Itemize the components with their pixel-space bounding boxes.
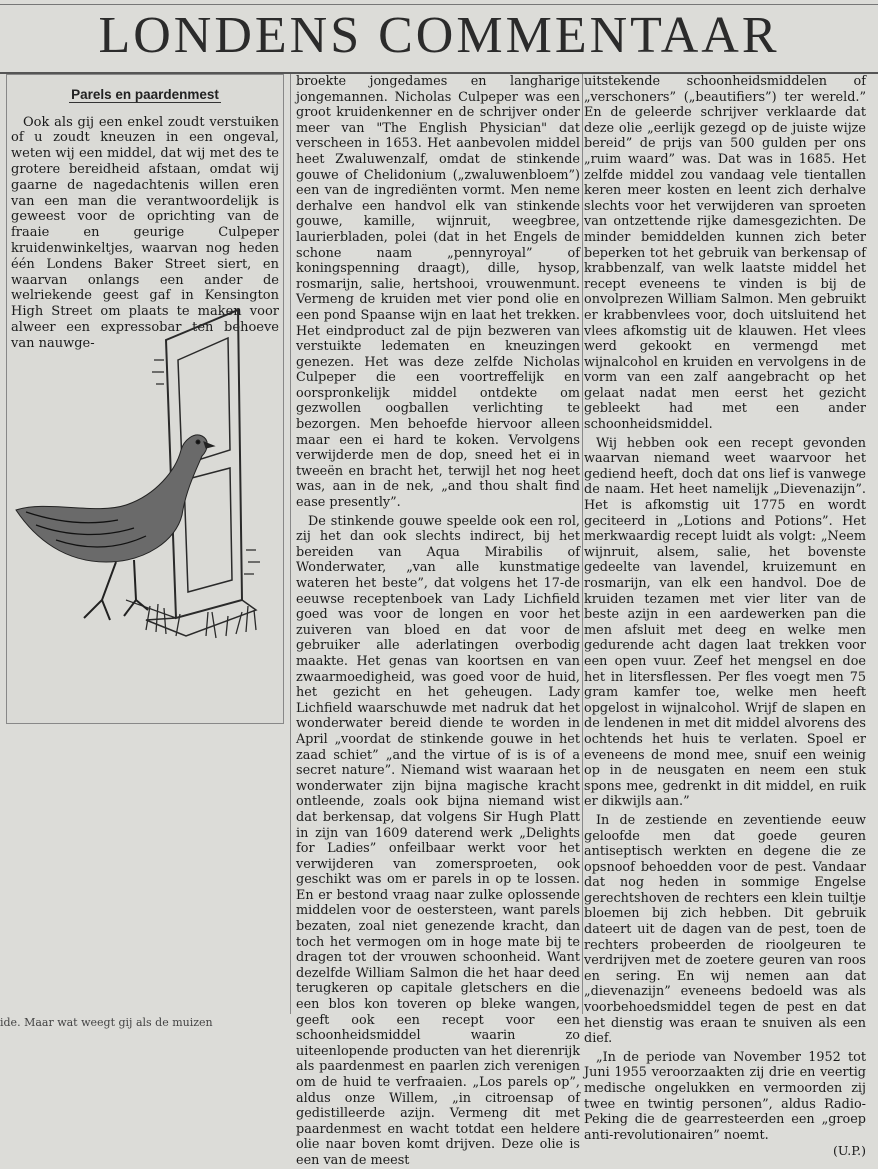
column-rule — [582, 74, 583, 1014]
column-3 — [584, 74, 866, 1159]
paragraph: Wij hebben ook een recept gevonden waarvan niemand weet waarvoor het gediend heeft, doch dat ons lief is vanwege de naam. Het heet namelijk „Dievenazijn”. Het is afkomstig uit 1775 en wordt geciteerd in „Lotions and Potions”. Het merkwaardig recept luidt als volgt: „Neem wijnruit, alsem, salie, het bovenste gedeelte van lavendel, kruizemunt en rosmarijn, van elk een handvol. Doe de kruiden tezamen met vier liter van de beste azijn in een aardewerken pan die men afsluit met deeg en welke men gedurende acht dagen laat trekken voor een open vuur. Zeef het mengsel en doe het in litersflessen. Per fles voegt men 75 gram kamfer toe, welke men heeft opgelost in wijnalcohol. Wrijf de slapen en de lendenen in met dit middel alvorens des ochtends het huis te verlaten. Spoel er eveneens de mond mee, snuif een weinig op in de neusgaten en neem een stuk spons mee, gedrenkt in dit middel, en ruik er dikwijls aan.” — [584, 435, 866, 810]
masthead-rule — [0, 4, 878, 5]
paragraph: „In de periode van November 1952 tot Juni 1955 veroorzaakten zij drie en veertig medische ongelukken en vermoorden zij twee en twintig personen”, aldus Radio-Peking die de gearresteerden een „groep anti-revolutionairen” noemt. — [584, 1049, 866, 1143]
agency-credit: (U.P.) — [833, 1143, 866, 1159]
column-title: LONDENS COMMENTAAR — [98, 7, 780, 64]
turkey-door-illustration — [6, 300, 274, 640]
paragraph: Ook als gij een enkel zoudt verstuiken of u zoudt kneuzen in een ongeval, weten wij een middel, dat wij met des te grotere bereidheid afstaan, omdat wij gaarne de nagedachtenis willen eren van een man die verantwoordelijk is geweest voor de oprichting van de fraaie en geurige Culpeper kruidenwinkeltjes, waarvan nog heden één Londens Baker Street siert, en waarvan onlangs een ander de welriekende geest gaf in Kensington High Street om plaats te maken voor alweer een expressobar ten behoeve van nauwge- — [11, 114, 279, 351]
column-2 — [296, 74, 580, 1169]
cut-off-text: ide. Maar wat weegt gij als de muizen — [0, 1016, 213, 1029]
paragraph: In de zestiende en zeventiende eeuw geloofde men dat goede geuren antiseptisch werkten en degene die ze opsnoof behoedden voor de pest. Vandaar dat nog heden in sommige Engelse gerechtshoven de rechters een klein tuiltje bloemen bij zich hebben. Dit gebruik dateert uit de dagen van de pest, toen de rechters probeerden de rioolgeuren te verdrijven met de zoetere geuren van roos en sering. En wij nemen aan dat „dievenazijn” eveneens bedoeld was als voorbehoedsmiddel tegen de pest en dat het dienstig was eraan te snuiven als een dief. — [584, 812, 866, 1047]
column-rule — [290, 74, 291, 1014]
paragraph: broekte jongedames en langharige jongemannen. Nicholas Culpeper was een groot kruidenkenner en de schrijver onder meer van "The English Physician" dat verscheen in 1653. Het aanbevolen middel heet Zwaluwenzalf, omdat de stinkende gouwe of Chelidonium („zwaluwenbloem”) een van de ingrediënten vormt. Men neme derhalve een handvol elk van stinkende gouwe, kamille, wijnruit, weegbree, laurierbladen, polei (dat in het Engels de schone naam „pennyroyal” of koningspenning draagt), dille, hysop, rosmarijn, salie, hertshooi, vrouwenmunt. Vermeng de kruiden met vier pond olie en een pond Spaanse wijn en laat het trekken. Het eindproduct zal de pijn bezweren van verstuikte ledematen en kneuzingen genezen. Het was deze zelfde Nicholas Culpeper die een voortreffelijk en oorspronkelijk middel ontdekte om gezwollen oogballen verlichting te bezorgen. Men behoefde hiervoor alleen maar een ei hard te koken. Vervolgens verwijderde men de dop, sneed het ei in tweeën en bracht het, terwijl het nog heet was, aan in de nek, „and thou shalt find ease presently”. — [296, 74, 580, 511]
masthead — [0, 0, 878, 74]
paragraph: uitstekende schoonheidsmiddelen of „verschoners” („beautifiers”) ter wereld.” En de geleerde schrijver verklaarde dat deze olie „eerlijk gezegd op de juiste wijze bereid” de prijs van 500 gulden per ons „ruim waard” was. Dat was in 1685. Het zelfde middel zou vandaag vele tientallen keren meer kosten en leent zich derhalve slechts voor het verwijderen van sproeten van ontzettende rijke damesgezichten. De minder bemiddelden kunnen zich beter beperken tot het gebruik van berkensap of krabbenzalf, van welk laatste middel het recept eveneens te vinden is bij de onvolprezen William Salmon. Men gebruikt er krabbenvlees voor, doch uitsluitend het vlees afkomstig uit de klauwen. Het vlees werd gekookt en vermengd met wijnalcohol en kruiden en vervolgens in de vorm van een zalf aangebracht op het gelaat nadat men eerst het gezicht gebleekt had met een ander schoonheidsmiddel. — [584, 74, 866, 433]
paragraph: De stinkende gouwe speelde ook een rol, zij het dan ook slechts indirect, bij het bereiden van Aqua Mirabilis of Wonderwater, „van alle kunstmatige wateren het beste”, dat volgens het 17-de eeuwse receptenboek van Lady Lichfield goed was voor de longen en voor het zuiveren van bloed en dat voor de gebruiker alle aderlatingen overbodig maakte. Het genas van koortsen en van zwaarmoedigheid, was goed voor de huid, het gezicht en het geheugen. Lady Lichfield waarschuwde met nadruk dat het wonderwater bereid diende te worden in April „voordat de stinkende gouwe in het zaad schiet” „and the virtue of is is of a secret nature”. Niemand wist waaraan het wonderwater zijn bijna magische kracht ontleende, zoals ook bijna niemand wist dat berkensap, dat volgens Sir Hugh Platt in zijn van 1609 daterend werk „Delights for Ladies” onfeilbaar werkt voor het verwijderen van zomersproeten, ook geschikt was om er parels in op te lossen. En er bestond vraag naar zulke oplossende middelen voor de oestersteen, want parels bezaten, zoal niet genezende kracht, dan toch het vermogen om in hoge mate bij te dragen tot der vrouwen schoonheid. Want dezelfde William Salmon die het haar deed terugkeren op capitale gletschers en die een blos kon toveren op bleke wangen, geeft ook een recept voor een schoonheidsmiddel waarin zo uiteenlopende producten van het dierenrijk als paardenmest en paarlen zich verenigen om de huid te verfraaien. „Los parels op”, aldus onze Willem, „in citroensap of gedistilleerde azijn. Vermeng dit met paardenmest en wacht totdat een heldere olie naar boven komt drijven. Deze olie is een van de meest — [296, 513, 580, 1168]
article-subhead: Parels en paardenmest — [71, 87, 219, 102]
